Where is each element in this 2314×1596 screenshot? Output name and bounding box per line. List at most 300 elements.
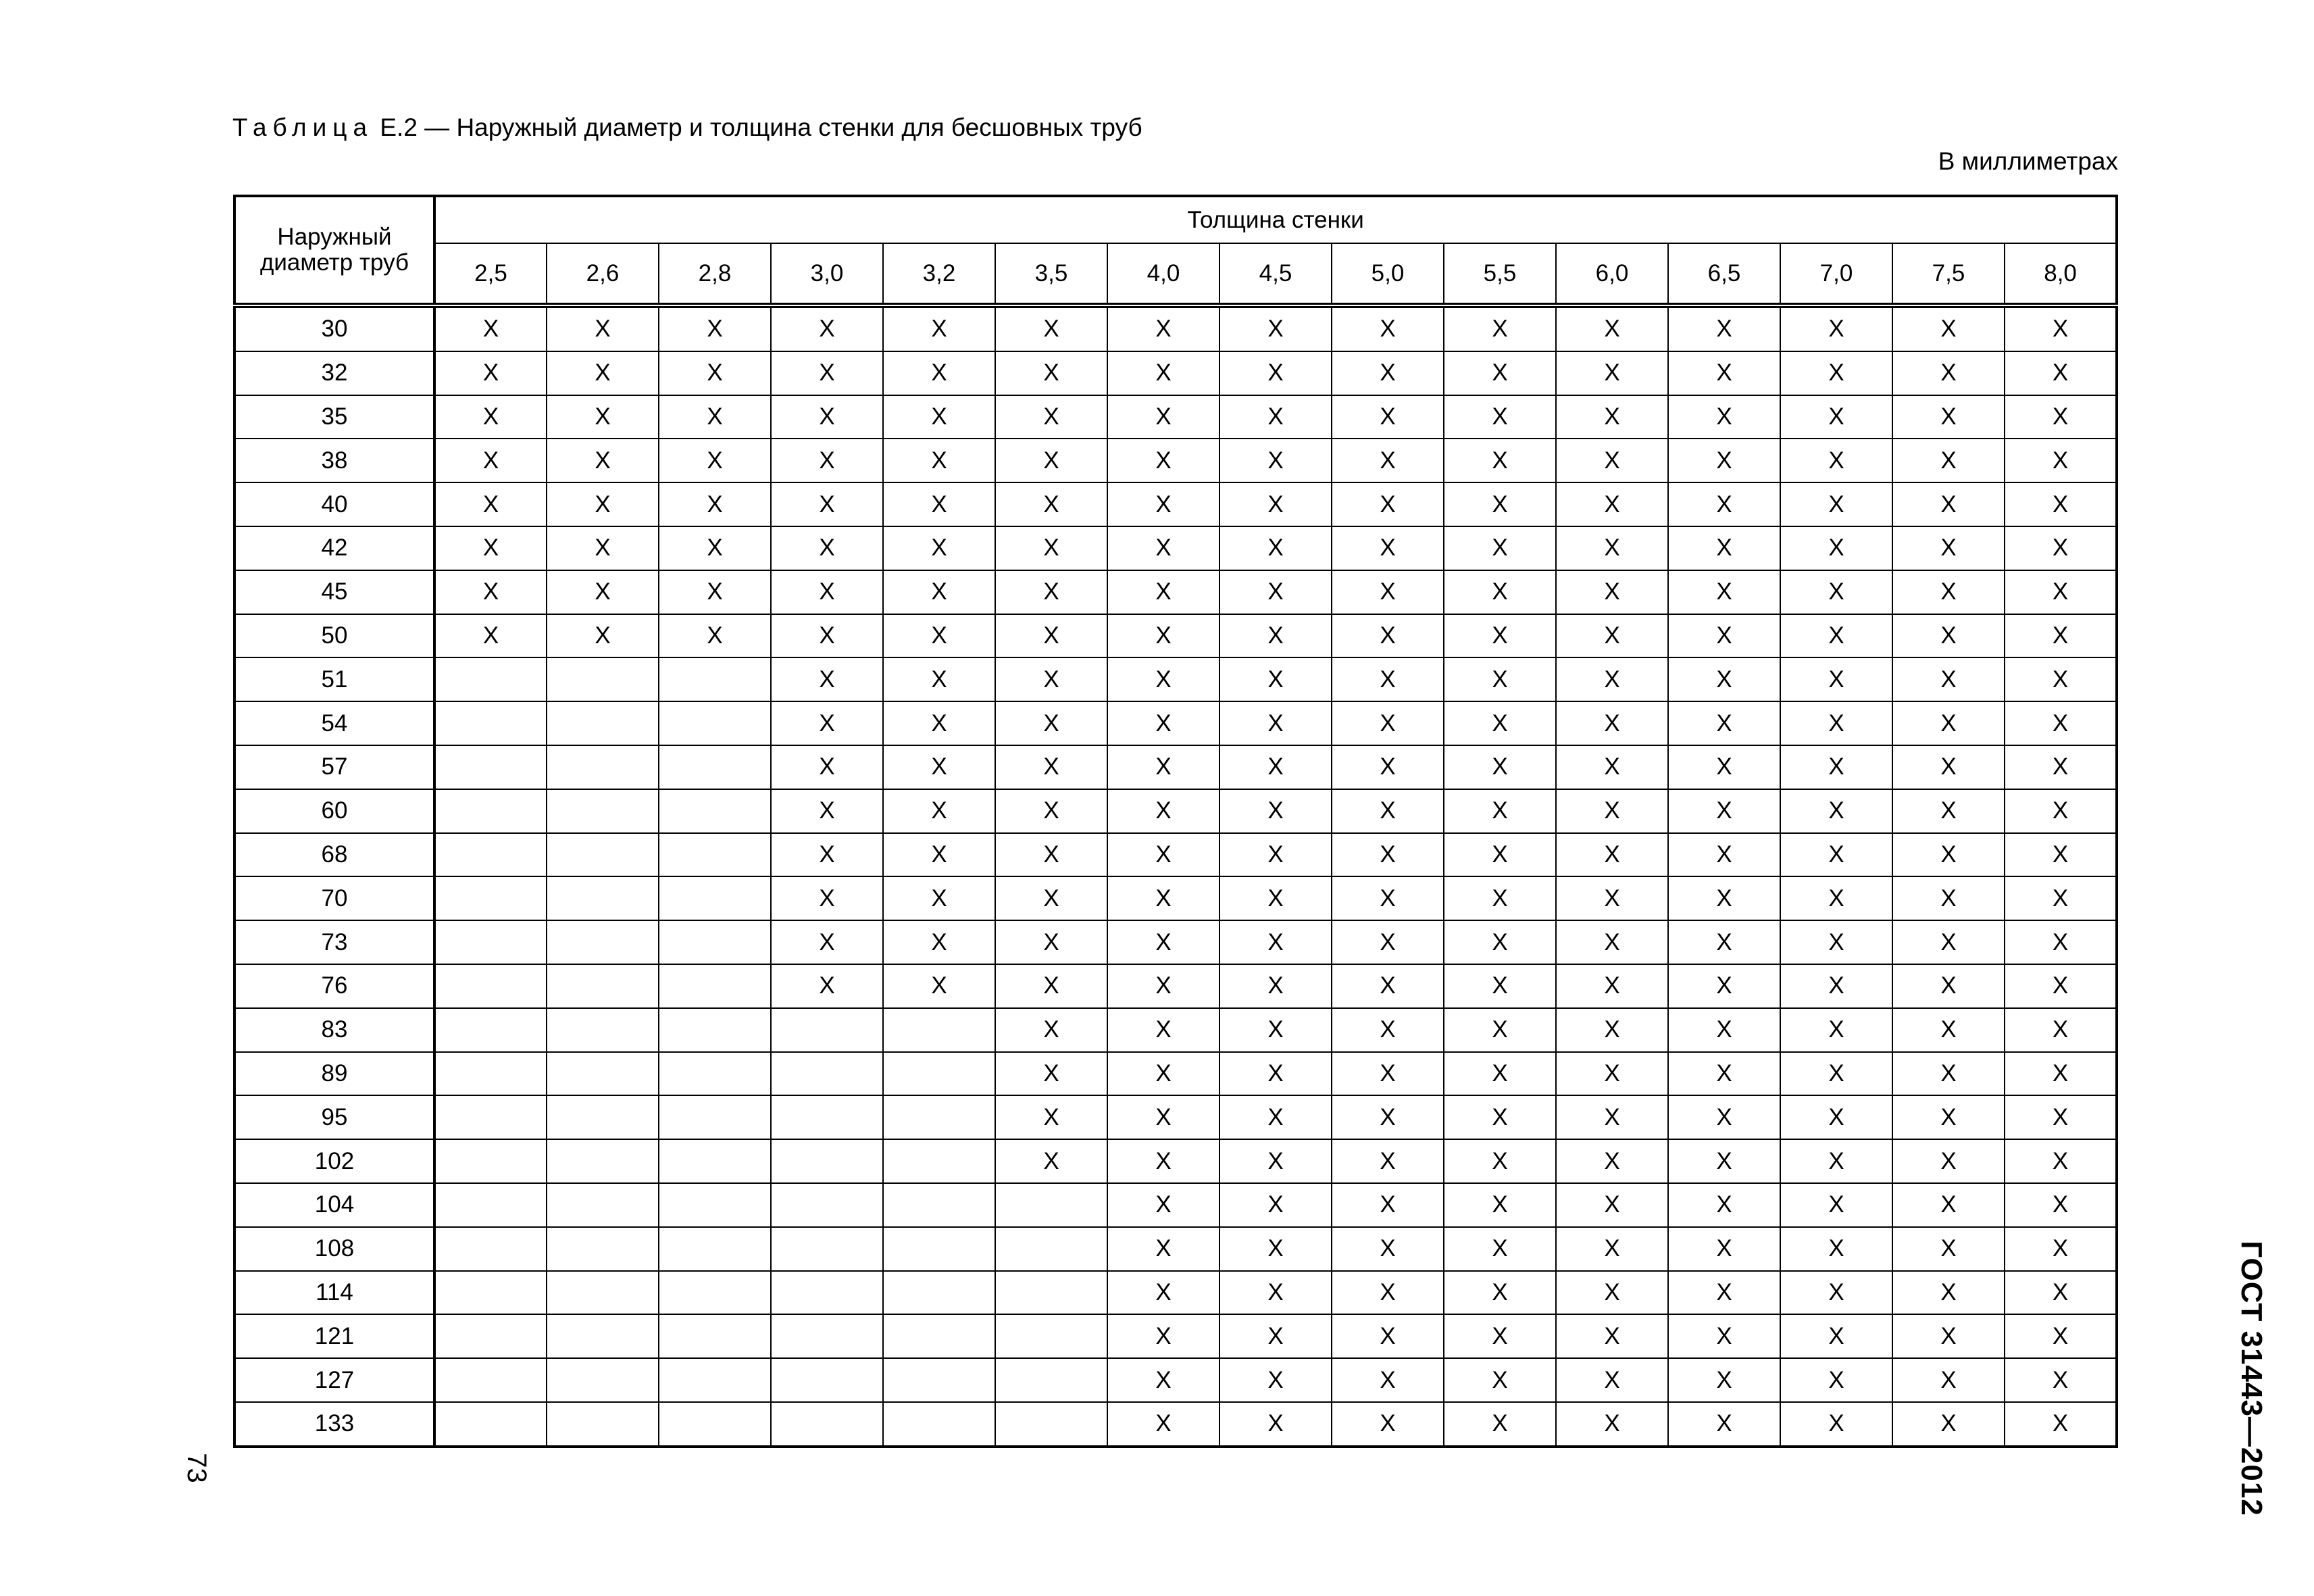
- availability-cell: [434, 1095, 547, 1139]
- availability-cell: X: [1780, 657, 1892, 701]
- availability-cell: X: [1780, 305, 1892, 351]
- availability-cell: [547, 1314, 659, 1358]
- availability-cell: [434, 1402, 547, 1447]
- diameter-cell: 38: [234, 439, 434, 482]
- diameter-cell: 83: [234, 1008, 434, 1052]
- availability-cell: X: [1892, 1139, 2005, 1183]
- availability-cell: X: [1332, 701, 1444, 745]
- availability-cell: X: [1107, 1183, 1219, 1227]
- availability-cell: X: [1780, 876, 1892, 920]
- availability-cell: [547, 789, 659, 833]
- table-row: [234, 570, 2117, 614]
- availability-cell: X: [883, 964, 995, 1008]
- availability-cell: [659, 1227, 771, 1271]
- diameter-cell: 70: [234, 876, 434, 920]
- availability-cell: X: [883, 789, 995, 833]
- availability-cell: X: [1668, 1052, 1780, 1096]
- availability-cell: X: [547, 395, 659, 439]
- availability-cell: X: [1332, 1052, 1444, 1096]
- availability-cell: X: [1780, 395, 1892, 439]
- availability-cell: X: [1444, 482, 1556, 526]
- availability-cell: X: [771, 657, 883, 701]
- thickness-header-cell: 6,0: [1556, 243, 1668, 305]
- availability-cell: X: [2005, 964, 2117, 1008]
- availability-cell: X: [1107, 1314, 1219, 1358]
- availability-cell: X: [883, 439, 995, 482]
- availability-cell: [547, 701, 659, 745]
- availability-cell: X: [1556, 1139, 1668, 1183]
- availability-cell: [883, 1402, 995, 1447]
- availability-cell: X: [771, 920, 883, 964]
- thickness-header-cell: 2,6: [547, 243, 659, 305]
- availability-cell: [659, 1052, 771, 1096]
- availability-cell: [547, 1008, 659, 1052]
- availability-cell: X: [1892, 1095, 2005, 1139]
- availability-cell: X: [771, 701, 883, 745]
- availability-cell: X: [1444, 1008, 1556, 1052]
- table-row: [234, 351, 2117, 395]
- availability-cell: X: [1668, 833, 1780, 877]
- availability-cell: X: [1107, 876, 1219, 920]
- availability-cell: X: [1668, 439, 1780, 482]
- standard-code: ГОСТ 31443—2012: [2234, 1241, 2268, 1516]
- availability-cell: [883, 1358, 995, 1402]
- availability-cell: X: [1332, 1139, 1444, 1183]
- availability-cell: X: [771, 351, 883, 395]
- availability-cell: X: [1892, 395, 2005, 439]
- availability-cell: X: [1444, 1095, 1556, 1139]
- availability-cell: [771, 1402, 883, 1447]
- availability-cell: X: [659, 305, 771, 351]
- availability-cell: X: [1332, 526, 1444, 570]
- availability-cell: X: [1332, 351, 1444, 395]
- availability-cell: X: [1892, 614, 2005, 658]
- thickness-header-cell: 7,0: [1780, 243, 1892, 305]
- availability-cell: [995, 1358, 1107, 1402]
- availability-cell: X: [1444, 1271, 1556, 1315]
- availability-cell: X: [434, 395, 547, 439]
- availability-cell: X: [1219, 745, 1332, 789]
- availability-cell: X: [1219, 1402, 1332, 1447]
- availability-cell: X: [1892, 876, 2005, 920]
- table-row: [234, 1271, 2117, 1315]
- availability-cell: [659, 964, 771, 1008]
- availability-cell: [659, 1271, 771, 1315]
- availability-cell: X: [1107, 1271, 1219, 1315]
- diameter-cell: 54: [234, 701, 434, 745]
- availability-cell: X: [1780, 614, 1892, 658]
- availability-cell: X: [2005, 833, 2117, 877]
- availability-cell: X: [2005, 1095, 2117, 1139]
- thickness-header-cell: 2,5: [434, 243, 547, 305]
- availability-cell: X: [1668, 1358, 1780, 1402]
- availability-cell: X: [1668, 1402, 1780, 1447]
- availability-cell: X: [1107, 701, 1219, 745]
- availability-cell: X: [771, 482, 883, 526]
- availability-cell: X: [1107, 920, 1219, 964]
- availability-cell: X: [1332, 395, 1444, 439]
- table-row: [234, 876, 2117, 920]
- availability-cell: X: [771, 439, 883, 482]
- availability-cell: X: [1107, 482, 1219, 526]
- diameter-cell: 73: [234, 920, 434, 964]
- availability-cell: [771, 1271, 883, 1315]
- availability-cell: X: [434, 305, 547, 351]
- availability-cell: X: [1332, 1008, 1444, 1052]
- availability-cell: X: [1892, 964, 2005, 1008]
- availability-cell: X: [1444, 789, 1556, 833]
- availability-cell: X: [1219, 482, 1332, 526]
- availability-cell: X: [1219, 526, 1332, 570]
- availability-cell: X: [1444, 1402, 1556, 1447]
- availability-cell: X: [1780, 1095, 1892, 1139]
- availability-cell: X: [1556, 482, 1668, 526]
- availability-cell: X: [1556, 439, 1668, 482]
- availability-cell: X: [1780, 1052, 1892, 1096]
- thickness-header-cell: 7,5: [1892, 243, 2005, 305]
- availability-cell: X: [1668, 351, 1780, 395]
- availability-cell: [434, 789, 547, 833]
- availability-cell: [659, 920, 771, 964]
- availability-cell: X: [1892, 1271, 2005, 1315]
- availability-cell: X: [1444, 1052, 1556, 1096]
- availability-cell: X: [1668, 614, 1780, 658]
- caption-text: Е.2 — Наружный диаметр и толщина стенки для бесшовных труб: [380, 114, 1142, 141]
- availability-cell: X: [771, 745, 883, 789]
- availability-cell: X: [1892, 1183, 2005, 1227]
- availability-cell: X: [1219, 351, 1332, 395]
- table-row: [234, 745, 2117, 789]
- availability-cell: X: [1556, 1314, 1668, 1358]
- availability-cell: [547, 1358, 659, 1402]
- availability-cell: X: [1780, 964, 1892, 1008]
- availability-cell: [434, 657, 547, 701]
- availability-cell: X: [547, 614, 659, 658]
- availability-cell: X: [2005, 1139, 2117, 1183]
- availability-cell: [659, 1008, 771, 1052]
- availability-cell: [547, 1139, 659, 1183]
- availability-cell: X: [2005, 920, 2117, 964]
- availability-cell: X: [1668, 657, 1780, 701]
- availability-cell: X: [1444, 745, 1556, 789]
- availability-cell: X: [1219, 1008, 1332, 1052]
- availability-cell: [659, 1358, 771, 1402]
- availability-cell: X: [547, 305, 659, 351]
- availability-cell: X: [2005, 439, 2117, 482]
- diameter-cell: 108: [234, 1227, 434, 1271]
- availability-cell: X: [1332, 876, 1444, 920]
- availability-cell: X: [1219, 395, 1332, 439]
- availability-cell: X: [995, 1052, 1107, 1096]
- availability-cell: X: [1219, 570, 1332, 614]
- diameter-cell: 51: [234, 657, 434, 701]
- availability-cell: X: [1892, 1314, 2005, 1358]
- units-note: В миллиметрах: [1938, 147, 2118, 175]
- availability-cell: [659, 1139, 771, 1183]
- availability-cell: X: [883, 745, 995, 789]
- availability-cell: X: [1444, 920, 1556, 964]
- availability-cell: X: [1780, 1139, 1892, 1183]
- availability-cell: X: [1219, 1358, 1332, 1402]
- availability-cell: X: [1444, 439, 1556, 482]
- availability-cell: X: [1107, 305, 1219, 351]
- availability-cell: X: [771, 526, 883, 570]
- availability-cell: X: [1780, 482, 1892, 526]
- availability-cell: [547, 833, 659, 877]
- availability-cell: X: [995, 1008, 1107, 1052]
- availability-cell: X: [434, 351, 547, 395]
- availability-cell: X: [1107, 745, 1219, 789]
- availability-cell: X: [1556, 614, 1668, 658]
- availability-cell: X: [1556, 657, 1668, 701]
- availability-cell: X: [1668, 1271, 1780, 1315]
- availability-cell: X: [2005, 305, 2117, 351]
- availability-cell: [883, 1052, 995, 1096]
- availability-cell: X: [547, 570, 659, 614]
- availability-cell: X: [434, 526, 547, 570]
- availability-cell: X: [1107, 1358, 1219, 1402]
- availability-cell: X: [434, 482, 547, 526]
- thickness-header-cell: 5,0: [1332, 243, 1444, 305]
- availability-cell: X: [1332, 439, 1444, 482]
- availability-cell: X: [1444, 614, 1556, 658]
- availability-cell: X: [1107, 395, 1219, 439]
- availability-cell: X: [1668, 1139, 1780, 1183]
- table-row: [234, 1008, 2117, 1052]
- diameter-cell: 76: [234, 964, 434, 1008]
- availability-cell: [547, 1402, 659, 1447]
- availability-cell: X: [1219, 964, 1332, 1008]
- availability-cell: X: [1444, 1314, 1556, 1358]
- diameter-cell: 50: [234, 614, 434, 658]
- availability-cell: X: [1668, 482, 1780, 526]
- availability-cell: X: [1892, 789, 2005, 833]
- availability-cell: X: [1219, 614, 1332, 658]
- availability-cell: X: [1780, 1358, 1892, 1402]
- availability-cell: [883, 1271, 995, 1315]
- availability-cell: [659, 657, 771, 701]
- pipe-dimensions-table: [233, 195, 2118, 1448]
- availability-cell: X: [659, 395, 771, 439]
- availability-cell: X: [1892, 745, 2005, 789]
- availability-cell: X: [771, 395, 883, 439]
- availability-cell: X: [1444, 657, 1556, 701]
- availability-cell: X: [1332, 1227, 1444, 1271]
- table-row: [234, 439, 2117, 482]
- thickness-header: Толщина стенки: [434, 196, 2117, 243]
- availability-cell: X: [1556, 789, 1668, 833]
- availability-cell: X: [1780, 1008, 1892, 1052]
- availability-cell: X: [995, 482, 1107, 526]
- availability-cell: X: [1107, 614, 1219, 658]
- availability-cell: X: [1332, 789, 1444, 833]
- availability-cell: [547, 1095, 659, 1139]
- table-body: [234, 305, 2117, 1447]
- table-row: [234, 482, 2117, 526]
- availability-cell: [434, 876, 547, 920]
- thickness-header-cell: 3,0: [771, 243, 883, 305]
- availability-cell: X: [995, 439, 1107, 482]
- availability-cell: X: [2005, 1008, 2117, 1052]
- availability-cell: X: [547, 482, 659, 526]
- availability-cell: [547, 964, 659, 1008]
- availability-cell: X: [883, 570, 995, 614]
- availability-cell: X: [1107, 1227, 1219, 1271]
- availability-cell: X: [1444, 1139, 1556, 1183]
- availability-cell: X: [1556, 964, 1668, 1008]
- availability-cell: X: [883, 833, 995, 877]
- availability-cell: X: [1219, 1271, 1332, 1315]
- availability-cell: X: [771, 833, 883, 877]
- availability-cell: X: [1892, 1402, 2005, 1447]
- availability-cell: X: [1556, 833, 1668, 877]
- availability-cell: [434, 745, 547, 789]
- availability-cell: X: [1107, 439, 1219, 482]
- availability-cell: X: [1219, 1139, 1332, 1183]
- table-row: [234, 395, 2117, 439]
- availability-cell: X: [1780, 526, 1892, 570]
- diameter-cell: 121: [234, 1314, 434, 1358]
- availability-cell: X: [2005, 351, 2117, 395]
- availability-cell: X: [1219, 439, 1332, 482]
- availability-cell: X: [2005, 526, 2117, 570]
- availability-cell: [434, 1183, 547, 1227]
- availability-cell: X: [1219, 789, 1332, 833]
- availability-cell: X: [1556, 920, 1668, 964]
- availability-cell: X: [1668, 1314, 1780, 1358]
- availability-cell: X: [2005, 745, 2117, 789]
- availability-cell: X: [1556, 1227, 1668, 1271]
- availability-cell: [771, 1052, 883, 1096]
- thickness-header-cell: 5,5: [1444, 243, 1556, 305]
- availability-cell: X: [434, 439, 547, 482]
- availability-cell: X: [659, 526, 771, 570]
- thickness-header-cell: 4,0: [1107, 243, 1219, 305]
- availability-cell: X: [883, 305, 995, 351]
- availability-cell: X: [1332, 833, 1444, 877]
- availability-cell: X: [1556, 1095, 1668, 1139]
- availability-cell: X: [1668, 789, 1780, 833]
- availability-cell: [434, 1271, 547, 1315]
- availability-cell: X: [1332, 1271, 1444, 1315]
- availability-cell: X: [1780, 789, 1892, 833]
- availability-cell: X: [1556, 701, 1668, 745]
- availability-cell: X: [1780, 1227, 1892, 1271]
- availability-cell: X: [1332, 1402, 1444, 1447]
- availability-cell: [659, 789, 771, 833]
- availability-cell: X: [1556, 1183, 1668, 1227]
- availability-cell: X: [1107, 1402, 1219, 1447]
- availability-cell: X: [995, 745, 1107, 789]
- availability-cell: [771, 1227, 883, 1271]
- availability-cell: [659, 1314, 771, 1358]
- thickness-header-cell: 3,5: [995, 243, 1107, 305]
- availability-cell: X: [2005, 1314, 2117, 1358]
- availability-cell: [771, 1139, 883, 1183]
- availability-cell: X: [2005, 570, 2117, 614]
- table-row: [234, 1183, 2117, 1227]
- availability-cell: X: [659, 482, 771, 526]
- table-row: [234, 920, 2117, 964]
- availability-cell: X: [1668, 1227, 1780, 1271]
- availability-cell: [434, 964, 547, 1008]
- availability-cell: X: [1556, 395, 1668, 439]
- table-row: [234, 1095, 2117, 1139]
- availability-cell: X: [1332, 1183, 1444, 1227]
- availability-cell: [434, 833, 547, 877]
- table-row: [234, 526, 2117, 570]
- caption-prefix: Таблица: [232, 114, 374, 141]
- thickness-header-cell: 6,5: [1668, 243, 1780, 305]
- availability-cell: X: [1892, 570, 2005, 614]
- availability-cell: [883, 1139, 995, 1183]
- availability-cell: X: [1444, 701, 1556, 745]
- diameter-cell: 45: [234, 570, 434, 614]
- availability-cell: X: [1892, 305, 2005, 351]
- availability-cell: [434, 1314, 547, 1358]
- availability-cell: X: [1332, 614, 1444, 658]
- availability-cell: [771, 1314, 883, 1358]
- header-row-thickness: [234, 243, 2117, 305]
- availability-cell: X: [1556, 305, 1668, 351]
- availability-cell: X: [1107, 1139, 1219, 1183]
- availability-cell: X: [995, 395, 1107, 439]
- availability-cell: X: [1668, 570, 1780, 614]
- availability-cell: X: [1219, 701, 1332, 745]
- diameter-cell: 95: [234, 1095, 434, 1139]
- availability-cell: X: [1892, 701, 2005, 745]
- availability-cell: [659, 1095, 771, 1139]
- availability-cell: X: [1892, 1052, 2005, 1096]
- availability-cell: X: [1332, 1095, 1444, 1139]
- availability-cell: X: [1780, 1271, 1892, 1315]
- availability-cell: X: [2005, 482, 2117, 526]
- availability-cell: X: [1668, 701, 1780, 745]
- availability-cell: X: [1444, 570, 1556, 614]
- availability-cell: [771, 1008, 883, 1052]
- availability-cell: X: [1780, 833, 1892, 877]
- availability-cell: X: [883, 614, 995, 658]
- availability-cell: X: [1107, 789, 1219, 833]
- availability-cell: X: [1332, 570, 1444, 614]
- availability-cell: [883, 1227, 995, 1271]
- diameter-cell: 133: [234, 1402, 434, 1447]
- availability-cell: X: [1556, 1052, 1668, 1096]
- availability-cell: X: [883, 701, 995, 745]
- table-row: [234, 1314, 2117, 1358]
- availability-cell: X: [2005, 1402, 2117, 1447]
- availability-cell: X: [2005, 1358, 2117, 1402]
- availability-cell: X: [1780, 439, 1892, 482]
- availability-cell: [659, 876, 771, 920]
- diameter-cell: 30: [234, 305, 434, 351]
- availability-cell: X: [1892, 1008, 2005, 1052]
- availability-cell: X: [1219, 1314, 1332, 1358]
- availability-cell: X: [1780, 745, 1892, 789]
- availability-cell: X: [2005, 1183, 2117, 1227]
- availability-cell: X: [2005, 701, 2117, 745]
- availability-cell: [659, 1402, 771, 1447]
- availability-cell: X: [434, 570, 547, 614]
- availability-cell: X: [1219, 833, 1332, 877]
- availability-cell: [434, 920, 547, 964]
- availability-cell: X: [1780, 1314, 1892, 1358]
- availability-cell: X: [1556, 745, 1668, 789]
- availability-cell: [659, 745, 771, 789]
- availability-cell: [547, 1052, 659, 1096]
- availability-cell: X: [1107, 833, 1219, 877]
- availability-cell: X: [995, 1095, 1107, 1139]
